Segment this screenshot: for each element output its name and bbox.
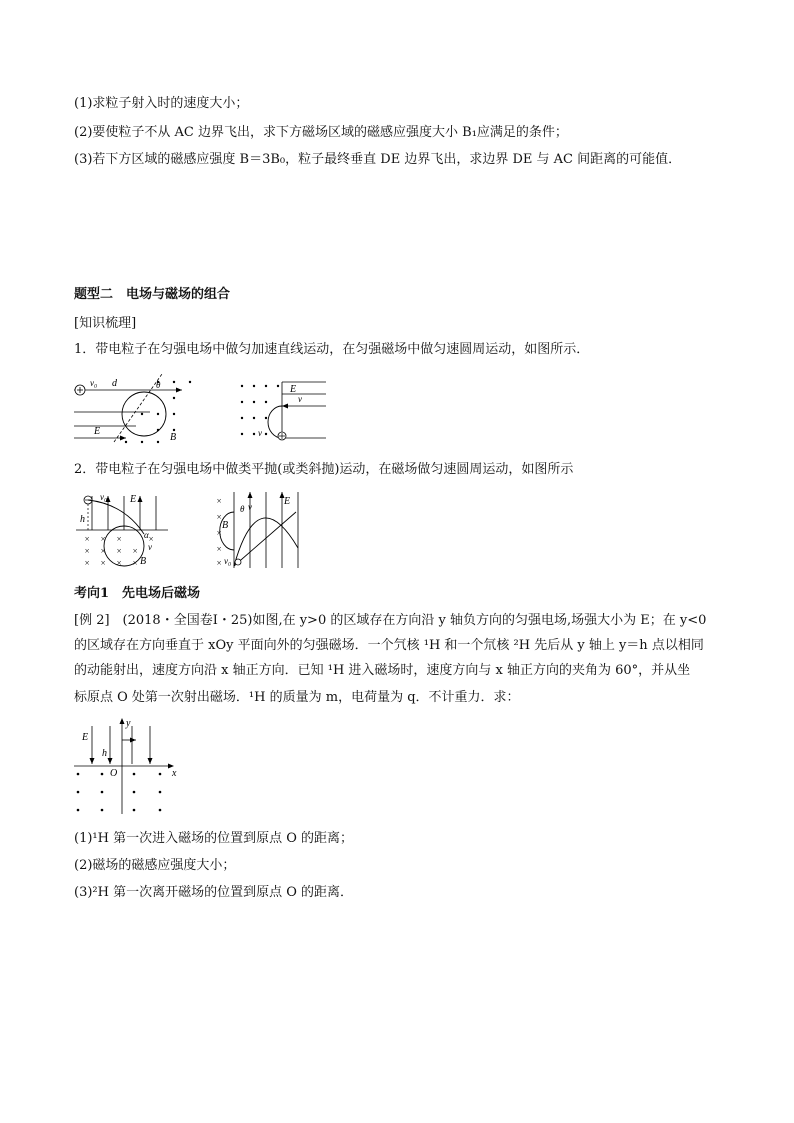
- f2-v-label: v: [298, 394, 302, 404]
- figure-projectile-curve: [210, 490, 310, 570]
- svg-text:×: ×: [84, 534, 91, 544]
- f4-v0-label: v₀: [224, 556, 232, 566]
- f1-E-label: E: [94, 426, 101, 437]
- example-line-3: 的动能射出，速度方向沿 x 轴正方向．已知 ¹H 进入磁场时，速度方向与 x 轴正方向的夹角为 60°，并从坐: [74, 663, 691, 678]
- svg-text:×: ×: [132, 546, 139, 556]
- f5-O-label: O: [110, 768, 118, 779]
- f4-theta-label: θ: [240, 504, 245, 514]
- figure-coordinate-system: [72, 716, 182, 816]
- svg-text:×: ×: [116, 546, 123, 556]
- f1-B-label: B: [170, 432, 177, 443]
- f3-alpha-label: α: [144, 530, 149, 540]
- f4-E-label: E: [284, 496, 291, 507]
- example-q3: (3)²H 第一次离开磁场的位置到原点 O 的距离．: [74, 885, 354, 900]
- example-q1: (1)¹H 第一次进入磁场的位置到原点 O 的距离；: [74, 831, 354, 846]
- svg-text:×: ×: [100, 546, 107, 556]
- f3-E-label: E: [130, 494, 137, 505]
- f2-E-label: E: [290, 384, 297, 395]
- direction-heading: 考向1 先电场后磁场: [74, 586, 201, 601]
- svg-text:×: ×: [216, 544, 223, 554]
- svg-text:×: ×: [216, 528, 223, 538]
- figure-projectile-then-circle: [74, 490, 170, 570]
- f3-v0-label: v₀: [100, 492, 108, 502]
- f2-v-label-2: v: [258, 428, 262, 438]
- f1-d-label: d: [112, 378, 117, 389]
- f1-theta-label: θ: [156, 380, 161, 390]
- f1-v0-label: v₀: [90, 378, 98, 388]
- svg-text:×: ×: [100, 558, 107, 568]
- problem1-q1: (1)求粒子射入时的速度大小；: [74, 96, 249, 111]
- example-line-1: [例 2] (2018・全国卷Ⅰ・25)如图,在 y>0 的区域存在方向沿 y 轴负方向的匀强电场,场强大小为 E；在 y<0: [74, 613, 707, 628]
- problem1-q3: (3)若下方区域的磁感应强度 B＝3B₀，粒子最终垂直 DE 边界飞出，求边界 DE 与 AC 间距离的可能值．: [74, 152, 682, 167]
- figure-field-then-circle-2: [238, 378, 328, 448]
- example-line-4: 标原点 O 处第一次射出磁场．¹H 的质量为 m，电荷量为 q．不计重力．求：: [74, 690, 520, 705]
- svg-text:×: ×: [148, 534, 155, 544]
- point-1: 1．带电粒子在匀强电场中做匀加速直线运动，在匀强磁场中做匀速圆周运动，如图所示．: [74, 342, 590, 357]
- example-q2: (2)磁场的磁感应强度大小；: [74, 858, 236, 873]
- example-line-2: 的区域存在方向垂直于 xOy 平面向外的匀强磁场．一个氕核 ¹H 和一个氘核 ²H 先后从 y 轴上 y＝h 点以相同: [74, 638, 704, 653]
- svg-text:×: ×: [84, 546, 91, 556]
- section-tag: [知识梳理]: [74, 316, 137, 331]
- f3-v-label: v: [148, 542, 152, 552]
- f3-B-label: B: [140, 556, 147, 567]
- f4-B-label: B: [222, 520, 229, 531]
- svg-text:×: ×: [216, 496, 223, 506]
- f4-v-label: v: [248, 502, 252, 512]
- f5-y-label: y: [126, 718, 131, 729]
- section-title: 题型二 电场与磁场的组合: [74, 287, 231, 302]
- svg-text:×: ×: [116, 558, 123, 568]
- svg-text:×: ×: [116, 534, 123, 544]
- f5-x-label: x: [172, 768, 177, 779]
- svg-text:×: ×: [216, 512, 223, 522]
- svg-text:×: ×: [216, 558, 223, 568]
- figure-accel-then-circle: [70, 368, 200, 448]
- svg-text:×: ×: [132, 558, 139, 568]
- problem1-q2: (2)要使粒子不从 AC 边界飞出，求下方磁场区域的磁感应强度大小 B₁应满足的条件；: [74, 125, 568, 140]
- f5-h-label: h: [102, 748, 107, 759]
- svg-text:×: ×: [100, 534, 107, 544]
- svg-text:×: ×: [84, 558, 91, 568]
- f5-E-label: E: [82, 732, 89, 743]
- f3-h-label: h: [80, 514, 85, 525]
- point-2: 2．带电粒子在匀强电场中做类平抛(或类斜抛)运动，在磁场做匀速圆周运动，如图所示: [74, 462, 574, 477]
